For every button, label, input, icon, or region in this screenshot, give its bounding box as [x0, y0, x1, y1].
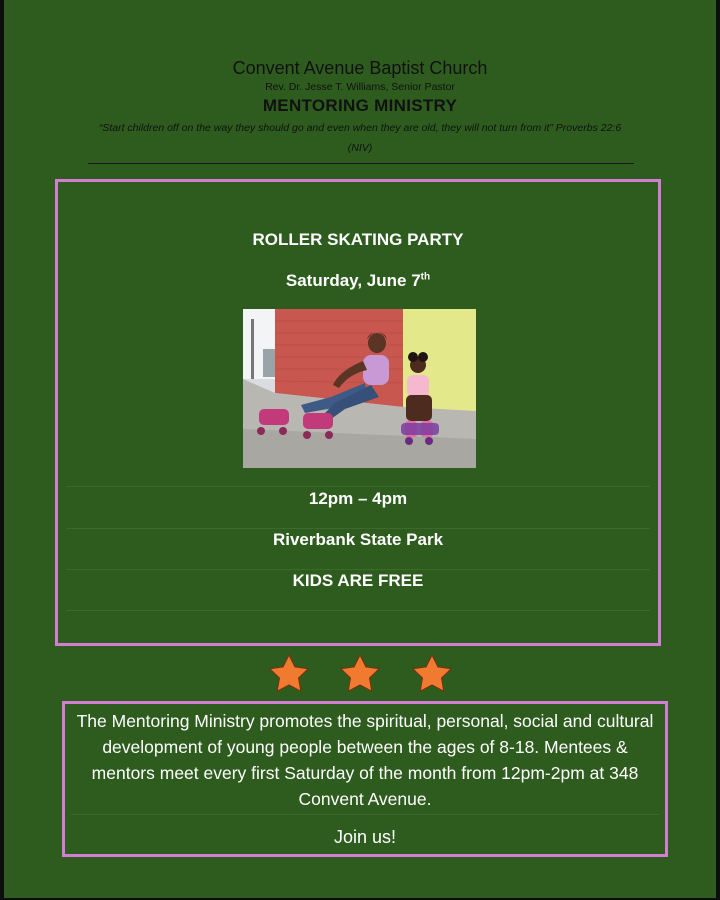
row-divider [71, 814, 659, 815]
event-date-main: Saturday, June 7 [285, 271, 421, 290]
header-divider [88, 163, 634, 164]
star-icon [341, 655, 379, 691]
event-box [55, 179, 661, 646]
pastor-name: Rev. Dr. Jesse T. Williams, Senior Pastor [265, 81, 455, 93]
frame-right-edge [716, 0, 720, 900]
event-location: Riverbank State Park [272, 530, 444, 549]
flyer-header [80, 56, 640, 158]
row-divider [66, 486, 650, 487]
event-date [58, 270, 658, 292]
stars-row [0, 654, 720, 696]
frame-left-edge [0, 0, 4, 900]
roller-skaters-photo [243, 309, 476, 468]
ministry-description: The Mentoring Ministry promotes the spiritual, personal, social and cultural development of young people between the ages of 8-18. Mentees & mentors meet every first Saturday of the month from 12pm-2pm at 348 Convent Avenue. [76, 711, 654, 809]
join-us-text: Join us! [333, 827, 397, 847]
event-time: 12pm – 4pm [308, 489, 408, 508]
event-title: ROLLER SKATING PARTY [252, 230, 464, 249]
star-icon [413, 655, 451, 691]
star-icon [270, 655, 308, 691]
event-price: KIDS ARE FREE [292, 571, 424, 590]
event-date-suffix: th [420, 271, 431, 283]
ministry-info-box [62, 701, 668, 857]
ministry-title: MENTORING MINISTRY [262, 96, 458, 115]
church-name: Convent Avenue Baptist Church [232, 58, 488, 78]
scripture-verse: “Start children off on the way they should go and even when they are old, they will not turn from it” Proverbs 22:6 (NIV) [98, 122, 622, 154]
event-photo [243, 309, 476, 468]
row-divider [66, 610, 650, 611]
